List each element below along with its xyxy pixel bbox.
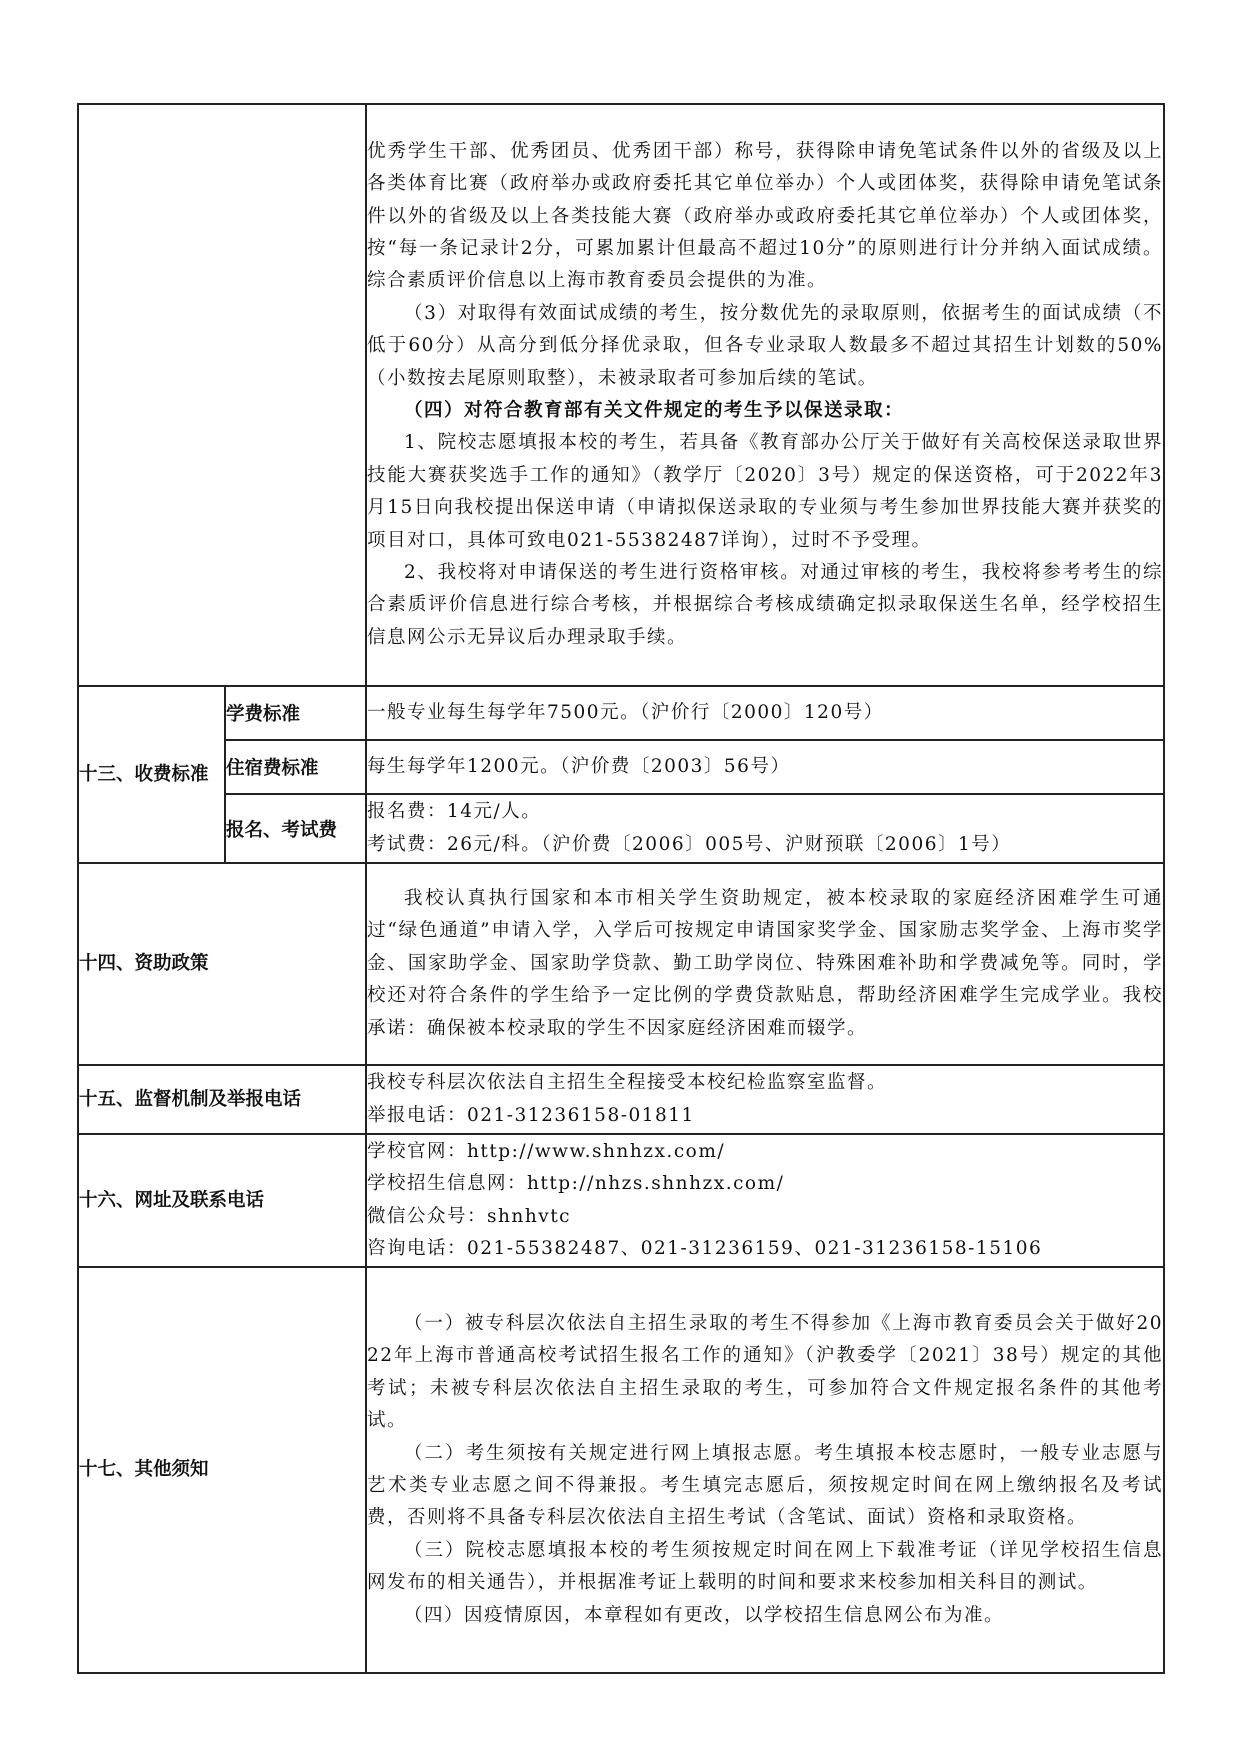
aid-cell — [366, 863, 1164, 1065]
table-row — [78, 1065, 1164, 1134]
section-13-label: 十三、收费标准 — [78, 686, 225, 863]
supervision-cell — [366, 1065, 1164, 1134]
empty-label-cell — [78, 104, 366, 686]
dorm-value-cell — [366, 740, 1164, 794]
other-note-3: （三）院校志愿填报本校的考生须按规定时间在网上下载准考证（详见学校招生信息网发布的相关通告），并根据准考证上载明的时间和要求来校参加相关科目的测试。 — [367, 1539, 1163, 1594]
official-website: 学校官网：http://www.shnhzx.com/ — [367, 1140, 726, 1162]
supervision-text: 我校专科层次依法自主招生全程接受本校纪检监察室监督。 — [367, 1072, 888, 1094]
section-15-label: 十五、监督机制及举报电话 — [78, 1065, 366, 1134]
admission-rules-cell — [366, 104, 1164, 686]
table-row — [78, 794, 1164, 863]
aid-text: 我校认真执行国家和本市相关学生资助规定，被本校录取的家庭经济困难学生可通过“绿色通道”申请入学，入学后可按规定申请国家奖学金、国家励志奖学金、上海市奖学金、国家助学金、国家助学贷款、勤工助学岗位、特殊困难补助和学费减免等。同时，学校还对符合条件的学生给予一定比例的学费贷款贴息，帮助经济困难学生完成学业。我校承诺：确保被本校录取的学生不因家庭经济困难而辍学。 — [367, 887, 1163, 1039]
paragraph-guaranteed-application: 1、院校志愿填报本校的考生，若具备《教育部办公厅关于做好有关高校保送录取世界技能大赛获奖选手工作的通知》（教学厅〔2020〕3号）规定的保送资格，可于2022年3月15日向我校提出保送申请（申请拟保送录取的专业须与考生参加世界技能大赛并获奖的项目对口，具体可致电021-55382487详询），过时不予受理。 — [367, 432, 1163, 551]
wechat-account: 微信公众号：shnhvtc — [367, 1205, 571, 1227]
heading-guaranteed-admission: （四）对符合教育部有关文件规定的考生予以保送录取： — [404, 400, 905, 421]
paragraph-comprehensive-quality: 优秀学生干部、优秀团员、优秀团干部）称号，获得除申请免笔试条件以外的省级及以上各类体育比赛（政府举办或政府委托其它单位举办）个人或团体奖，获得除申请免笔试条件以外的省级及以上各类技能大赛（政府举办或政府委托其它单位举办）个人或团体奖，按“每一条记录计2分，可累加累计但最高不超过10分”的原则进行计分并纳入面试成绩。综合素质评价信息以上海市教育委员会提供的为准。 — [367, 140, 1163, 292]
section-16-label: 十六、网址及联系电话 — [78, 1134, 366, 1267]
table-row — [78, 686, 1164, 740]
other-notes-cell — [366, 1267, 1164, 1673]
regulation-table — [77, 103, 1165, 1674]
tuition-value: 一般专业每生每学年7500元。（沪价行〔2000〕120号） — [367, 701, 884, 723]
dorm-value: 每生每学年1200元。（沪价费〔2003〕56号） — [367, 755, 791, 777]
other-note-4: （四）因疫情原因，本章程如有更改，以学校招生信息网公布为准。 — [404, 1604, 1005, 1626]
table-row — [78, 740, 1164, 794]
paragraph-guaranteed-review: 2、我校将对申请保送的考生进行资格审核。对通过审核的考生，我校将参考考生的综合素质评价信息进行综合考核，并根据综合考核成绩确定拟录取保送生名单，经学校招生信息网公示无异议后办理录取手续。 — [367, 562, 1163, 648]
table-row — [78, 863, 1164, 1065]
table-row — [78, 1134, 1164, 1267]
paragraph-interview-admission: （3）对取得有效面试成绩的考生，按分数优先的录取原则，依据考生的面试成绩（不低于60分）从高分到低分择优录取，但各专业录取人数最多不超过其招生计划数的50%（小数按去尾原则取整），未被录取者可参加后续的笔试。 — [367, 302, 1163, 389]
section-14-label: 十四、资助政策 — [78, 863, 366, 1065]
table-row — [78, 104, 1164, 686]
admission-website: 学校招生信息网：http://nhzs.shnhzx.com/ — [367, 1173, 785, 1195]
section-17-label: 十七、其他须知 — [78, 1267, 366, 1673]
tuition-value-cell — [366, 686, 1164, 740]
contact-cell — [366, 1134, 1164, 1267]
report-phone: 举报电话：021-31236158-01811 — [367, 1104, 695, 1126]
dorm-label: 住宿费标准 — [225, 740, 366, 794]
consult-phone: 咨询电话：021-55382487、021-31236159、021-31236158-15106 — [367, 1237, 1043, 1259]
exam-fee-cell — [366, 794, 1164, 863]
other-note-1: （一）被专科层次依法自主招生录取的考生不得参加《上海市教育委员会关于做好2022年上海市普通高校考试招生报名工作的通知》（沪教委学〔2021〕38号）规定的其他考试；未被专科层次依法自主招生录取的考生，可参加符合文件规定报名条件的其他考试。 — [367, 1312, 1163, 1432]
exam-fee-label: 报名、考试费 — [225, 794, 366, 863]
registration-fee: 报名费：14元/人。 — [367, 801, 542, 823]
other-note-2: （二）考生须按有关规定进行网上填报志愿。考生填报本校志愿时，一般专业志愿与艺术类专业志愿之间不得兼报。考生填完志愿后，须按规定时间在网上缴纳报名及考试费，否则将不具备专科层次依法自主招生考试（含笔试、面试）资格和录取资格。 — [367, 1442, 1163, 1529]
tuition-label: 学费标准 — [225, 686, 366, 740]
table-row — [78, 1267, 1164, 1673]
exam-fee: 考试费：26元/科。（沪价费〔2006〕005号、沪财预联〔2006〕1号） — [367, 833, 1012, 855]
